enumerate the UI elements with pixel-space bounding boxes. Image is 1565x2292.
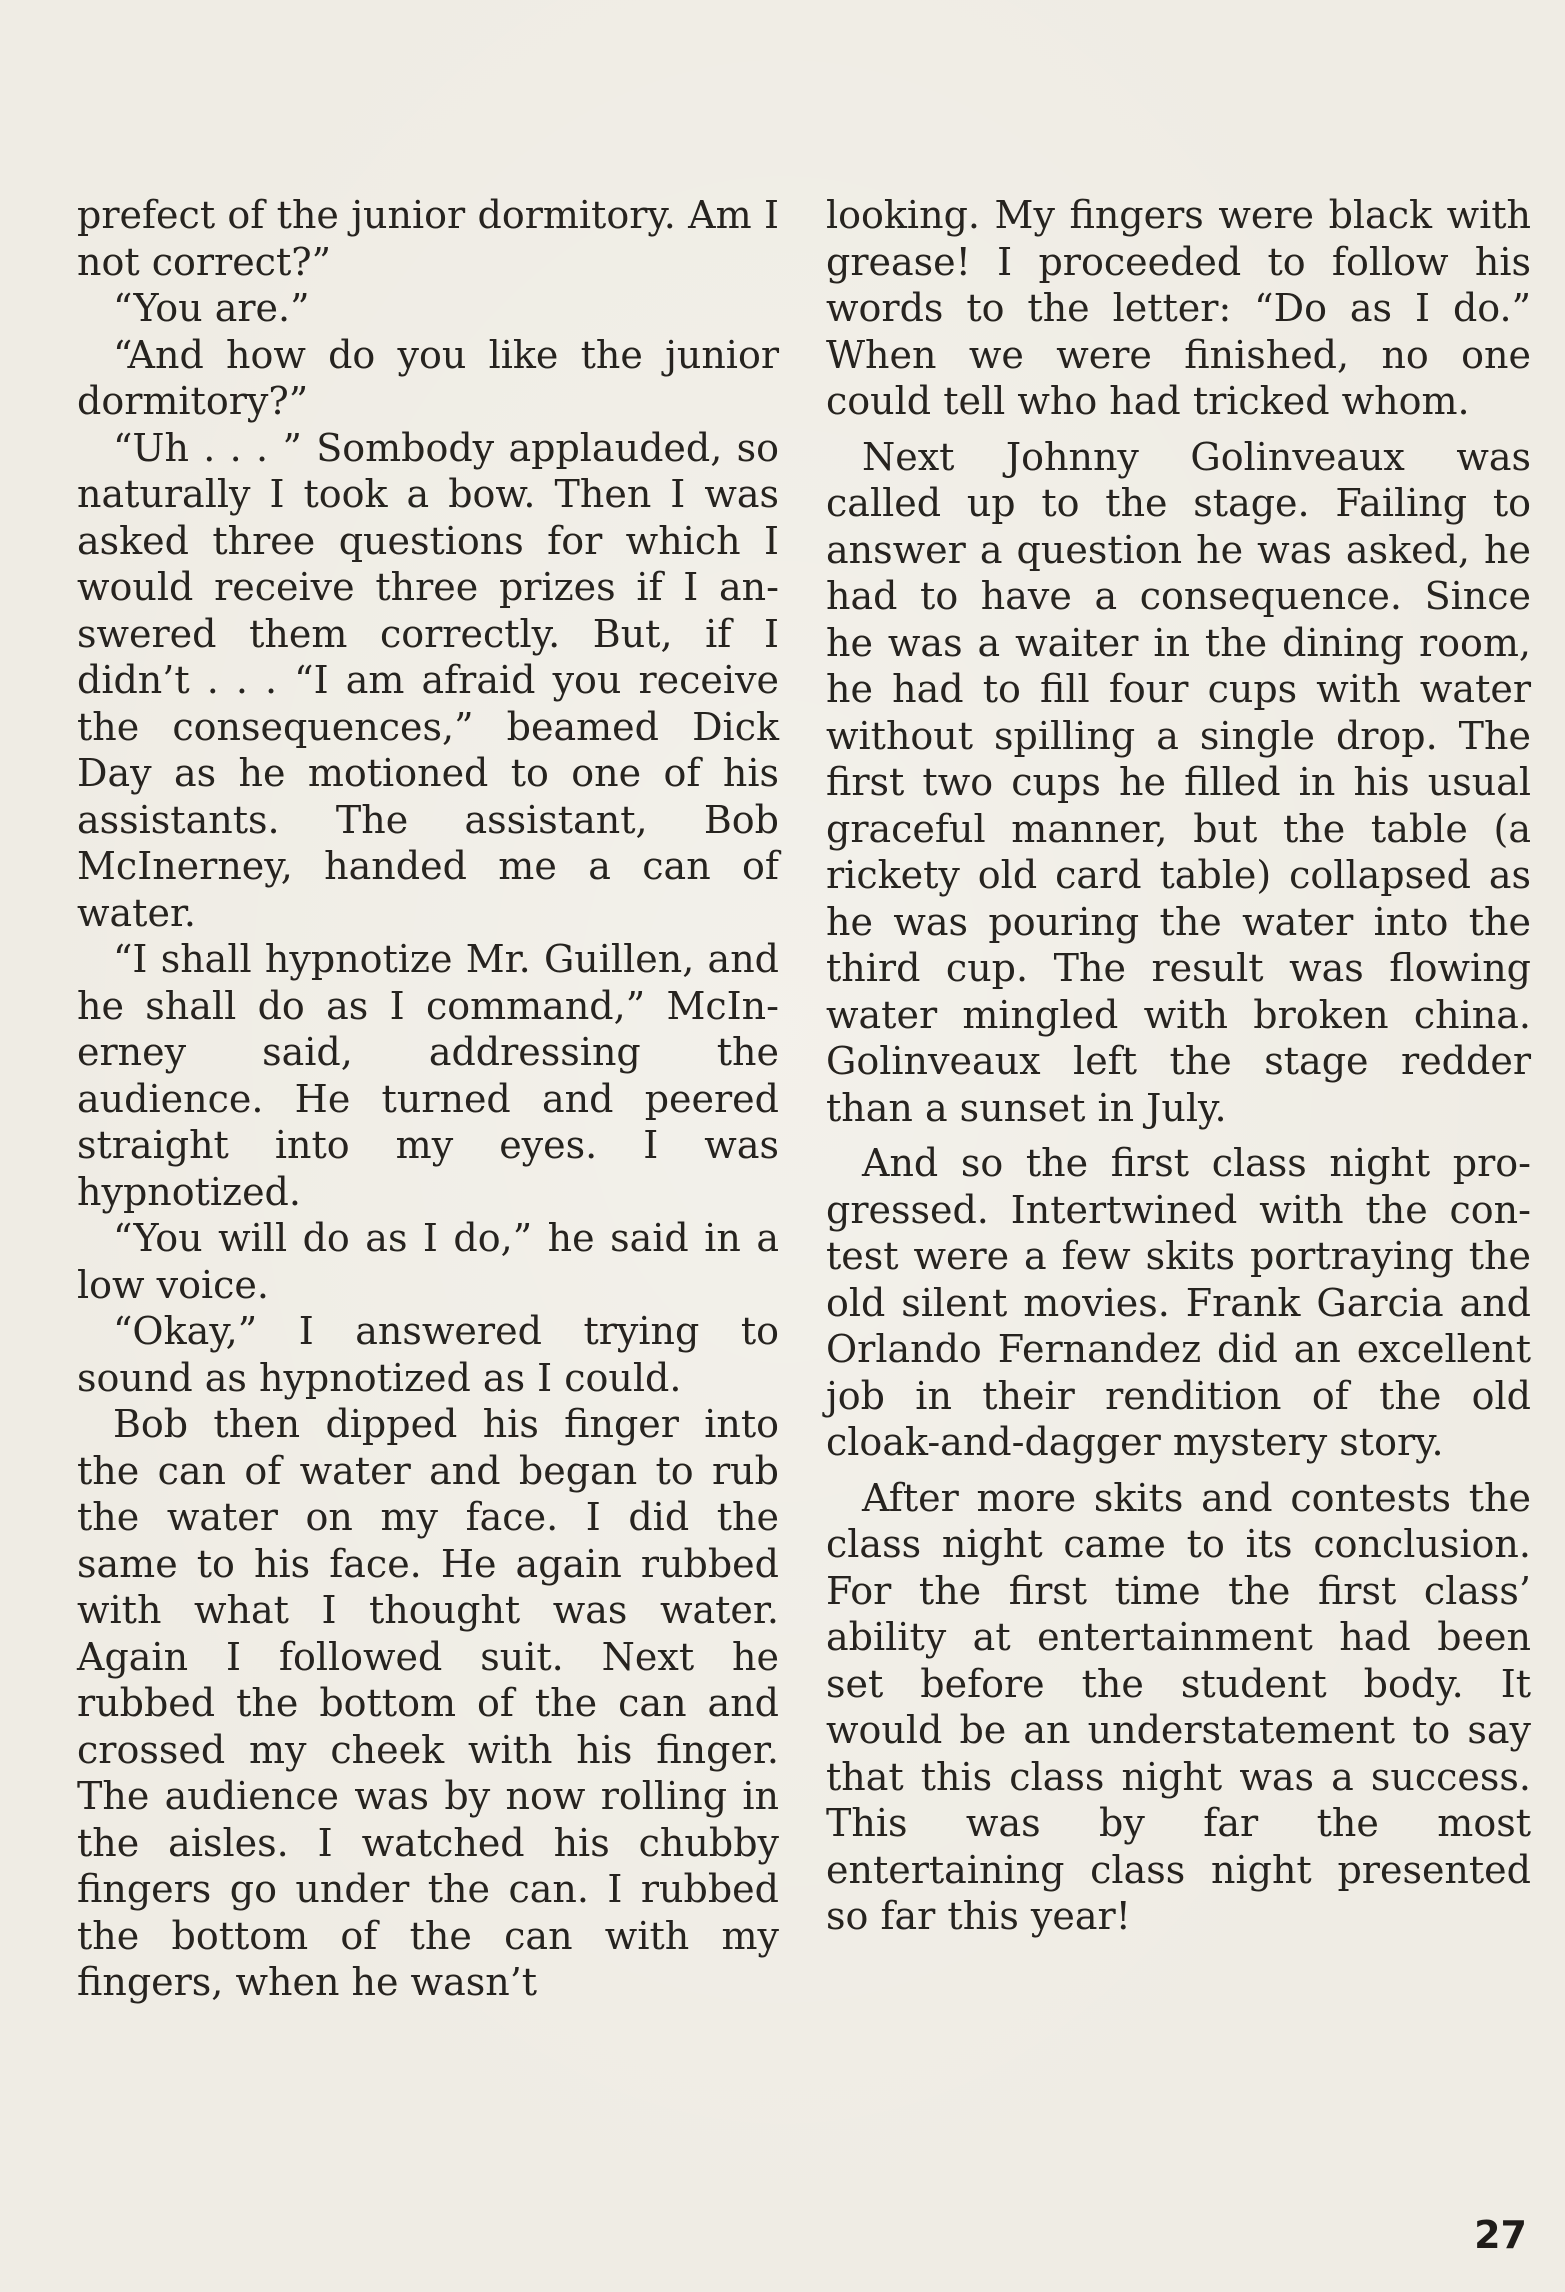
paragraph: Bob then dipped his finger into the can of water and began to rub the water on my face. I did the same to his face. He again rubbed with what I thought was water. Again I followed suit. Next he rubbed the bottom of the can and crossed my cheek with his finger. The audience was by now rolling in the aisles. I watched his chubby fingers go under the can. I rubbed the bottom of the can with my fingers, when he wasn’t (77, 1402, 779, 2004)
paragraph: “Uh . . . ” Sombody applauded, so naturally I took a bow. Then I was asked three questions for which I would receive three prizes if I answered them correctly. But, if I didn’t . . . “I am afraid you receive the consequences,” beamed Dick Day as he motioned to one of his assistants. The assistant, Bob McInerney, handed me a can of water. (77, 425, 779, 935)
paragraph: “Okay,” I answered trying to sound as hypnotized as I could. (77, 1309, 779, 1400)
paragraph: “You will do as I do,” he said in a low voice. (77, 1216, 779, 1307)
paragraph-continued: looking. My fingers were black with grease! I proceeded to follow his words to the letter: “Do as I do.” When we were finished, no one could tell who had tricked whom. (826, 193, 1531, 423)
page-number: 27 (1474, 2213, 1527, 2257)
paragraph: “You are.” (113, 286, 310, 330)
paragraph: “And how do you like the junior dormitory?” (77, 332, 779, 423)
paragraph-continued: prefect of the junior dormitory. Am I not correct?” (77, 193, 779, 284)
paragraph: And so the first class night progressed. Intertwined with the contest were a few skits portraying the old silent movies. Frank Garcia and Orlando Fernandez did an excellent job in their rendition of the old cloak-and-dagger mystery story. (826, 1141, 1531, 1464)
paragraph: “I shall hypnotize Mr. Guillen, and he shall do as I command,” McInerney said, addressing the audience. He turned and peered straight into my eyes. I was hypnotized. (77, 937, 779, 1214)
left-column (77, 192, 779, 2006)
paragraph: Next Johnny Golinveaux was called up to the stage. Failing to answer a question he was asked, he had to have a consequence. Since he was a waiter in the dining room, he had to fill four cups with water without spilling a single drop. The first two cups he filled in his usual graceful manner, but the table (a rickety old card table) collapsed as he was pouring the water into the third cup. The result was flowing water mingled with broken china. Golinveaux left the stage redder than a sunset in July. (826, 434, 1531, 1130)
paragraph: After more skits and contests the class night came to its conclusion. For the first time the first class’ ability at entertainment had been set before the student body. It would be an understatement to say that this class night was a success. This was by far the most entertaining class night presented so far this year! (826, 1475, 1531, 1938)
right-column (826, 192, 1531, 1940)
